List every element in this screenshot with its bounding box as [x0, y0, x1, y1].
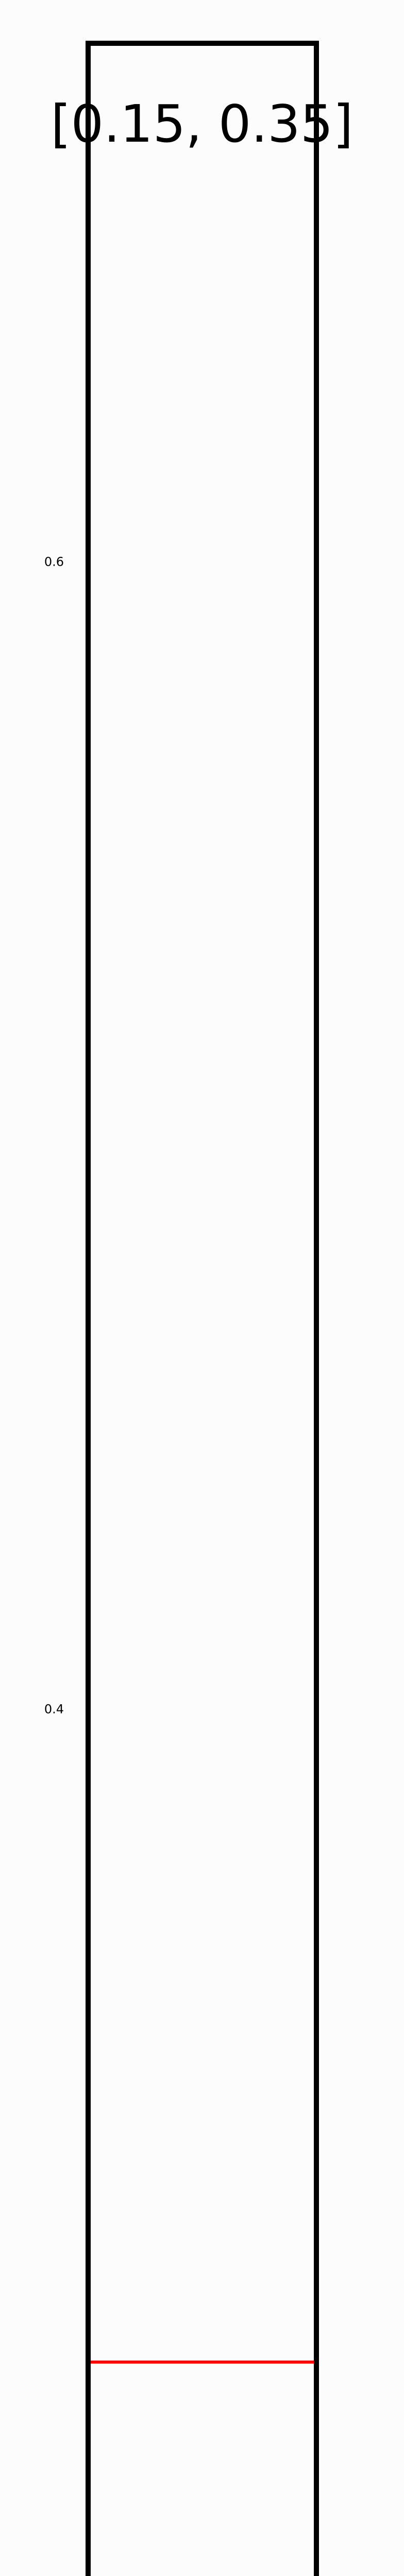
y-axis-ticks — [44, 554, 64, 2576]
plot-frame — [88, 43, 316, 2576]
marker-lines — [91, 2362, 314, 2576]
y-tick-label: 0.4 — [44, 1702, 64, 1717]
y-tick-label: 0.6 — [44, 554, 64, 569]
chart-title: [0.15, 0.35] — [50, 94, 354, 154]
